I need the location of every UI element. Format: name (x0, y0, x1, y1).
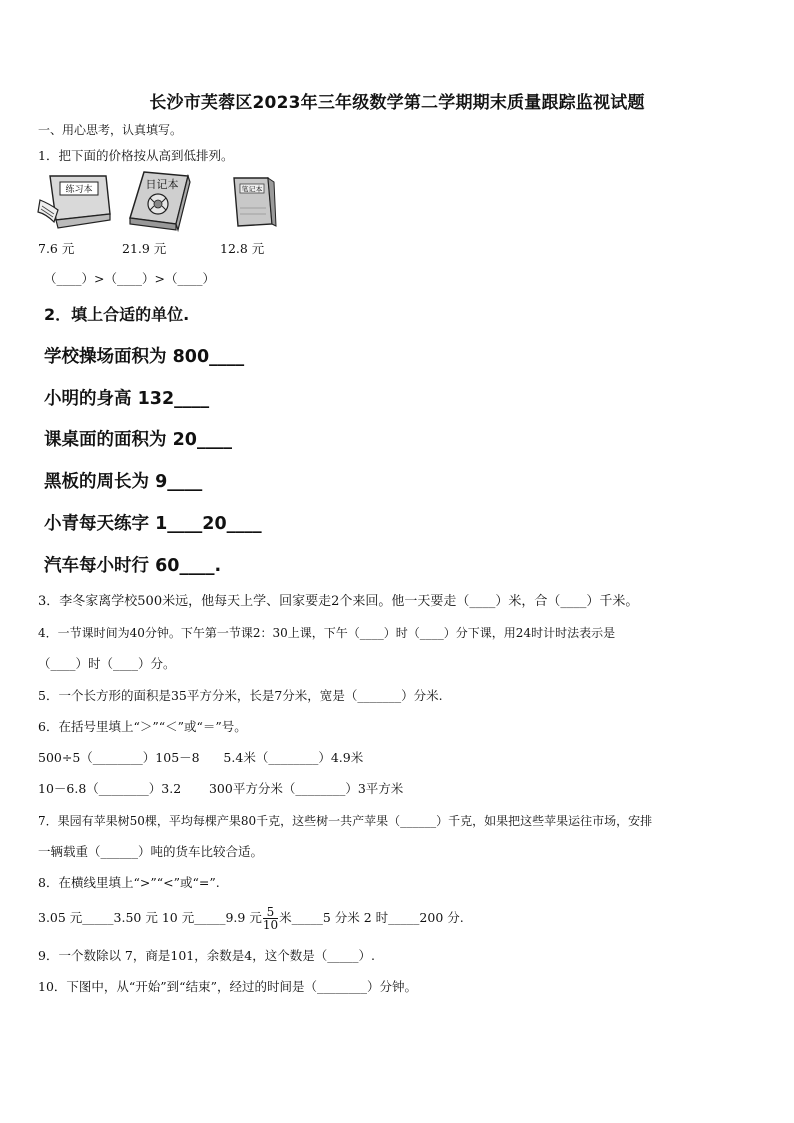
question-8-text: 8．在横线里填上“>”“<”或“=”. (38, 875, 220, 890)
question-10-text: 10．下图中，从“开始”到“结束”，经过的时间是（________）分钟。 (38, 979, 417, 994)
diary-book-cover-label: 日记本 (145, 178, 179, 191)
price-exercise-book: 7.6 元 (38, 241, 75, 256)
page-title: 长沙市芙蓉区2023年三年级数学第二学期期末质量跟踪监视试题 (149, 93, 645, 113)
question-1-order-line: （____）>（____）>（____） (44, 271, 215, 286)
question-6-line-2: 10－6.8（________）3.2 300平方分米（________）3平方米 (38, 781, 404, 796)
question-8-expression (38, 904, 464, 932)
exercise-book-cover-label: 练习本 (65, 185, 93, 195)
price-diary-book: 21.9 元 (122, 241, 167, 256)
question-4-line-1: 4．一节课时间为40分钟。下午第一节课2：30上课，下午（____）时（____）分下课，用24时计时法表示是 (38, 626, 616, 640)
exercise-book-icon (36, 170, 114, 232)
question-1-text: 1．把下面的价格按从高到低排列。 (38, 148, 234, 163)
question-7-line-1: 7．果园有苹果树50棵，平均每棵产果80千克，这些树一共产苹果（______）千克，如果把这些苹果运往市场，安排 (38, 814, 653, 828)
question-5-text: 5．一个长方形的面积是35平方分米，长是7分米，宽是（_______）分米. (38, 688, 443, 703)
question-4-line-2: （____）时（____）分。 (38, 656, 176, 671)
question-2-line: 小明的身高 132____ (44, 389, 210, 409)
question-6-line-1: 500÷5（________）105－8 5.4米（________）4.9米 (38, 750, 364, 765)
diary-book-icon (124, 166, 196, 236)
question-2-line: 学校操场面积为 800____ (44, 347, 245, 367)
notebook-icon (224, 174, 280, 230)
question-6-text: 6．在括号里填上“＞”“＜”或“＝”号。 (38, 719, 247, 734)
question-2-title: 2．填上合适的单位. (44, 305, 190, 324)
question-8-part-b: 米_____5 分米 2 时_____200 分. (279, 910, 464, 925)
question-2-line: 课桌面的面积为 20____ (44, 430, 232, 450)
fraction-denominator: 10 (262, 918, 279, 932)
fraction (263, 906, 278, 931)
notebook-cover-label: 笔记本 (241, 185, 263, 194)
question-2-line: 小青每天练字 1____20____ (44, 514, 262, 534)
question-3-text: 3．李冬家离学校500米远，他每天上学、回家要走2个来回。他一天要走（____）米，合（____）千米。 (38, 594, 639, 609)
question-2-line: 汽车每小时行 60____. (44, 556, 222, 576)
question-8-part-a: 3.05 元_____3.50 元 10 元_____9.9 元 (38, 910, 262, 925)
section-heading: 一、用心思考，认真填写。 (38, 123, 183, 137)
fraction-numerator: 5 (263, 906, 278, 919)
question-2-line: 黑板的周长为 9____ (44, 472, 203, 492)
price-notebook: 12.8 元 (220, 241, 265, 256)
question-9-text: 9．一个数除以 7，商是101，余数是4，这个数是（_____）. (38, 948, 375, 963)
question-7-line-2: 一辆载重（______）吨的货车比较合适。 (38, 844, 264, 859)
